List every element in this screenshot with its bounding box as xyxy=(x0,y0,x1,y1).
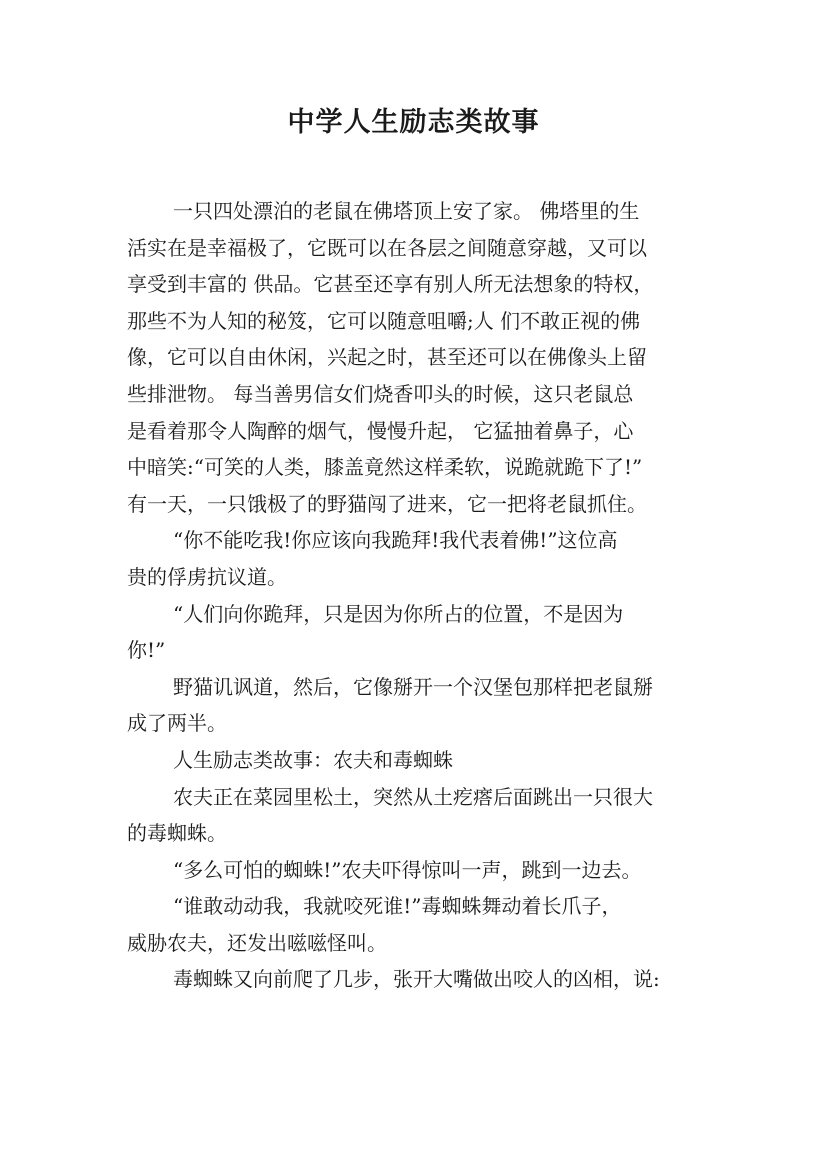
text-line: 有一天，一只饿极了的野猫闯了进来，它一把将老鼠抓住。 xyxy=(127,491,647,516)
document-body xyxy=(127,193,717,998)
text-line: 你!” xyxy=(127,638,166,663)
text-line: 些排泄物。 每当善男信女们烧香叩头的时候，这只老鼠总 xyxy=(127,381,634,406)
text-line: 威胁农夫，还发出嗞嗞怪叫。 xyxy=(127,930,387,955)
text-line: 毒蜘蛛又向前爬了几步，张开大嘴做出咬人的凶相，说: xyxy=(173,967,660,992)
text-line: 农夫正在菜园里松土，突然从土疙瘩后面跳出一只很大 xyxy=(173,784,653,809)
text-line: “多么可怕的蜘蛛!”农夫吓得惊叫一声，跳到一边去。 xyxy=(173,857,642,882)
text-line: 活实在是幸福极了，它既可以在各层之间随意穿越，又可以 xyxy=(127,235,647,260)
text-line: 成了两半。 xyxy=(127,711,227,736)
text-line: 一只四处漂泊的老鼠在佛塔顶上安了家。 佛塔里的生 xyxy=(173,199,640,223)
text-line: “谁敢动动我，我就咬死谁!”毒蜘蛛舞动着长爪子， xyxy=(173,894,622,919)
text-line: “人们向你跪拜，只是因为你所占的位置，不是因为 xyxy=(173,601,624,626)
text-line: 那些不为人知的秘笈，它可以随意咀嚼;人 们不敢正视的佛 xyxy=(127,308,641,333)
text-line: 中暗笑:“可笑的人类，膝盖竟然这样柔软，说跪就跪下了!” xyxy=(127,455,643,480)
document-title: 中学人生励志类故事 xyxy=(287,107,540,138)
text-line: “你不能吃我!你应该向我跪拜!我代表着佛!”这位高 xyxy=(173,528,618,553)
text-line: 人生励志类故事：农夫和毒蜘蛛 xyxy=(173,747,453,772)
text-line: 像，它可以自由休闲，兴起之时，甚至还可以在佛像头上留 xyxy=(127,345,647,370)
text-line: 的毒蜘蛛。 xyxy=(127,821,227,846)
text-line: 享受到丰富的 供品。它甚至还享有别人所无法想象的特权， xyxy=(127,272,654,297)
text-line: 贵的俘虏抗议道。 xyxy=(127,564,287,589)
text-line: 是看着那令人陶醉的烟气，慢慢升起， 它猛抽着鼻子，心 xyxy=(127,418,634,443)
text-line: 野猫讥讽道，然后，它像掰开一个汉堡包那样把老鼠掰 xyxy=(173,674,653,699)
